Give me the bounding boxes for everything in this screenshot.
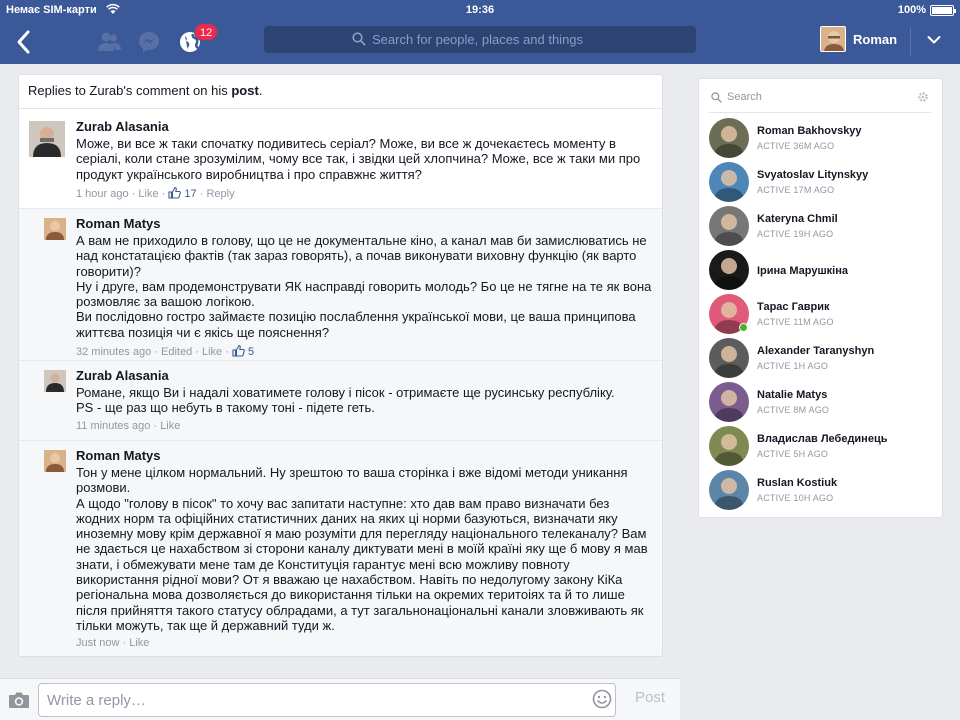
messages-icon[interactable]	[136, 29, 162, 55]
reply-item	[19, 441, 662, 657]
friend-name: Svyatoslav Litynskyy	[757, 169, 869, 181]
like-count[interactable]: 5	[248, 346, 255, 359]
friend-status: ACTIVE 36M AGO	[757, 141, 835, 151]
notifications-badge: 12	[194, 23, 218, 41]
search-icon	[352, 32, 366, 46]
comment-meta: 11 minutes ago · Like	[76, 419, 181, 432]
carrier-label: Немає SIM-карти	[6, 4, 97, 16]
friend-status: ACTIVE 1H AGO	[757, 361, 829, 371]
comment-time[interactable]: 32 minutes ago	[76, 346, 152, 359]
reply-link[interactable]: Reply	[206, 187, 235, 200]
friend-item[interactable]	[709, 425, 934, 469]
comment-meta: 1 hour ago · Like · 17 · Reply	[76, 187, 235, 200]
replies-card	[18, 74, 663, 657]
comment-meta: Just now · Like	[76, 637, 150, 650]
friend-avatar	[709, 206, 749, 246]
thread-header-suffix: .	[258, 83, 263, 98]
thread-header	[19, 75, 662, 109]
friend-status: ACTIVE 11M AGO	[757, 317, 834, 327]
friend-avatar	[709, 470, 749, 510]
comment-avatar[interactable]	[44, 370, 66, 392]
back-chevron-icon[interactable]	[16, 29, 32, 55]
friend-item[interactable]	[709, 337, 934, 381]
comment-author[interactable]: Roman Matys	[76, 216, 161, 231]
search-icon	[711, 92, 722, 103]
friend-requests-icon[interactable]	[96, 29, 122, 55]
status-bar	[0, 0, 960, 20]
comment-time[interactable]: 1 hour ago	[76, 187, 129, 200]
gear-icon[interactable]	[917, 91, 929, 103]
chat-search-placeholder: Search	[727, 91, 762, 103]
profile-name: Roman	[853, 32, 898, 47]
friend-item[interactable]	[709, 469, 934, 513]
comment-text: Може, ви все ж таки спочатку подивитесь серіал? Може, ви все ж дочекаєтесь моменту в серіалі, коли стане зрозумілим, чому все так, і звідки цей хлопчина? Може, все ж таки ми про продукт українського виробництва і про справжнє життя?	[76, 136, 641, 182]
friend-avatar	[709, 338, 749, 378]
friend-name: Natalie Matys	[757, 389, 828, 401]
battery-percent: 100%	[897, 4, 926, 16]
chat-search-input[interactable]	[709, 87, 931, 113]
post-button[interactable]: Post	[626, 689, 674, 706]
friend-item[interactable]	[709, 117, 934, 161]
global-search-input[interactable]	[264, 26, 696, 53]
friend-name: Тарас Гаврик	[757, 301, 830, 313]
friend-item[interactable]	[709, 205, 934, 249]
reply-item	[19, 361, 662, 441]
battery-icon	[930, 5, 954, 16]
friend-status: ACTIVE 10H AGO	[757, 493, 834, 503]
search-placeholder: Search for people, places and things	[372, 32, 584, 47]
post-link[interactable]: post	[231, 83, 259, 98]
friend-name: Ірина Марушкіна	[757, 265, 848, 277]
reply-input[interactable]	[38, 683, 616, 717]
thumbs-up-icon	[168, 186, 181, 199]
comment-author[interactable]: Roman Matys	[76, 448, 161, 463]
like-link[interactable]: Like	[201, 346, 223, 359]
online-indicator	[739, 323, 748, 332]
profile-link[interactable]	[820, 26, 920, 56]
friend-avatar	[709, 118, 749, 158]
comment-text: А вам не приходило в голову, що це не документальне кіно, а канал мав би замислюватись не над констатацією фактів (так зараз говорять), а почав виконувати виховну функцію (як варто говорити)? Ну і друге, вам продемонструвати ЯК насправді говорить молодь? Бо це не тягне на те як вона розмовляє за вашою логікою. Ви послідовно гостро займаєте позицію послаблення української мови, це ваша принципова життєва позиція чи є якісь ще пояснення?	[76, 233, 652, 340]
friend-item[interactable]	[709, 293, 934, 337]
reply-item	[19, 209, 662, 361]
friend-name: Владислав Лебединець	[757, 433, 888, 445]
comment-avatar[interactable]	[29, 121, 65, 157]
comment-text: Романе, якщо Ви і надалі ховатимете голову і пісок - отримаєте ще русинську республіку. PS - ще раз що небуть в такому тоні - підете геть.	[76, 385, 615, 416]
comment-avatar[interactable]	[44, 218, 66, 240]
friend-name: Roman Bakhovskyy	[757, 125, 862, 137]
chevron-down-icon[interactable]	[926, 32, 942, 48]
thumbs-up-icon	[232, 344, 245, 357]
like-link[interactable]: Like	[129, 637, 150, 650]
camera-icon[interactable]	[8, 691, 30, 709]
like-link[interactable]: Like	[138, 187, 159, 200]
thread-header-prefix: Replies to Zurab's comment on his	[28, 83, 232, 98]
friend-name: Kateryna Chmil	[757, 213, 838, 225]
comment-author[interactable]: Zurab Alasania	[76, 368, 169, 383]
comment-avatar[interactable]	[44, 450, 66, 472]
friend-status: ACTIVE 8M AGO	[757, 405, 830, 415]
friend-item[interactable]	[709, 249, 934, 293]
like-count[interactable]: 17	[184, 187, 197, 200]
friend-status: ACTIVE 17M AGO	[757, 185, 835, 195]
friend-name: Alexander Taranyshyn	[757, 345, 875, 357]
like-link[interactable]: Like	[160, 419, 181, 432]
comment-author[interactable]: Zurab Alasania	[76, 119, 169, 134]
friend-avatar	[709, 382, 749, 422]
edited-label[interactable]: Edited	[161, 346, 193, 359]
friend-avatar	[709, 250, 749, 290]
comment-text: Тон у мене цілком нормальний. Ну зрештою то ваша сторінка і вже відомі методи уникання розмови. А щодо "голову в пісок" то хочу вас запитати наступне: хто дав вам право визначати без жодних норм та офіційних статистичних даних на яких ці норми базуються, визначати яку иноземну мову крім державної я маю розуміти для перегляду національного телеканалу? Вам не здається це нахабством зі сторони каналу диктувати мені в моїй країні яку ще б мову я мав знати, і обмежувати мене там де Конституція гарантує мені всю можливу повноту використання рідної мови? От я вважаю це нахабством. Навіть по недолугому закону КіКа регіональна мова дозволяється до використання тільки на окремих теритоіях та й то лише після прийняття такого статусу облрадами, а тут загальнонаціональні канали зловживають як тільки можуть, так ще й державний туди ж.	[76, 465, 648, 633]
comment-time[interactable]: 11 minutes ago	[76, 419, 151, 432]
comment-meta: 32 minutes ago · Edited · Like · 5	[76, 346, 255, 359]
friend-avatar	[709, 162, 749, 202]
emoji-icon[interactable]	[592, 689, 612, 709]
comment-item	[19, 109, 662, 209]
friend-item[interactable]	[709, 161, 934, 205]
friend-avatar	[709, 426, 749, 466]
comment-time[interactable]: Just now	[76, 637, 120, 650]
chat-sidebar	[698, 78, 943, 518]
reply-composer	[0, 678, 680, 720]
friend-name: Ruslan Kostiuk	[757, 477, 838, 489]
friend-item[interactable]	[709, 381, 934, 425]
friend-status: ACTIVE 5H AGO	[757, 449, 829, 459]
top-nav	[0, 20, 960, 64]
clock: 19:36	[465, 4, 495, 16]
nav-divider	[910, 28, 911, 56]
avatar	[820, 26, 846, 52]
friend-status: ACTIVE 19H AGO	[757, 229, 834, 239]
